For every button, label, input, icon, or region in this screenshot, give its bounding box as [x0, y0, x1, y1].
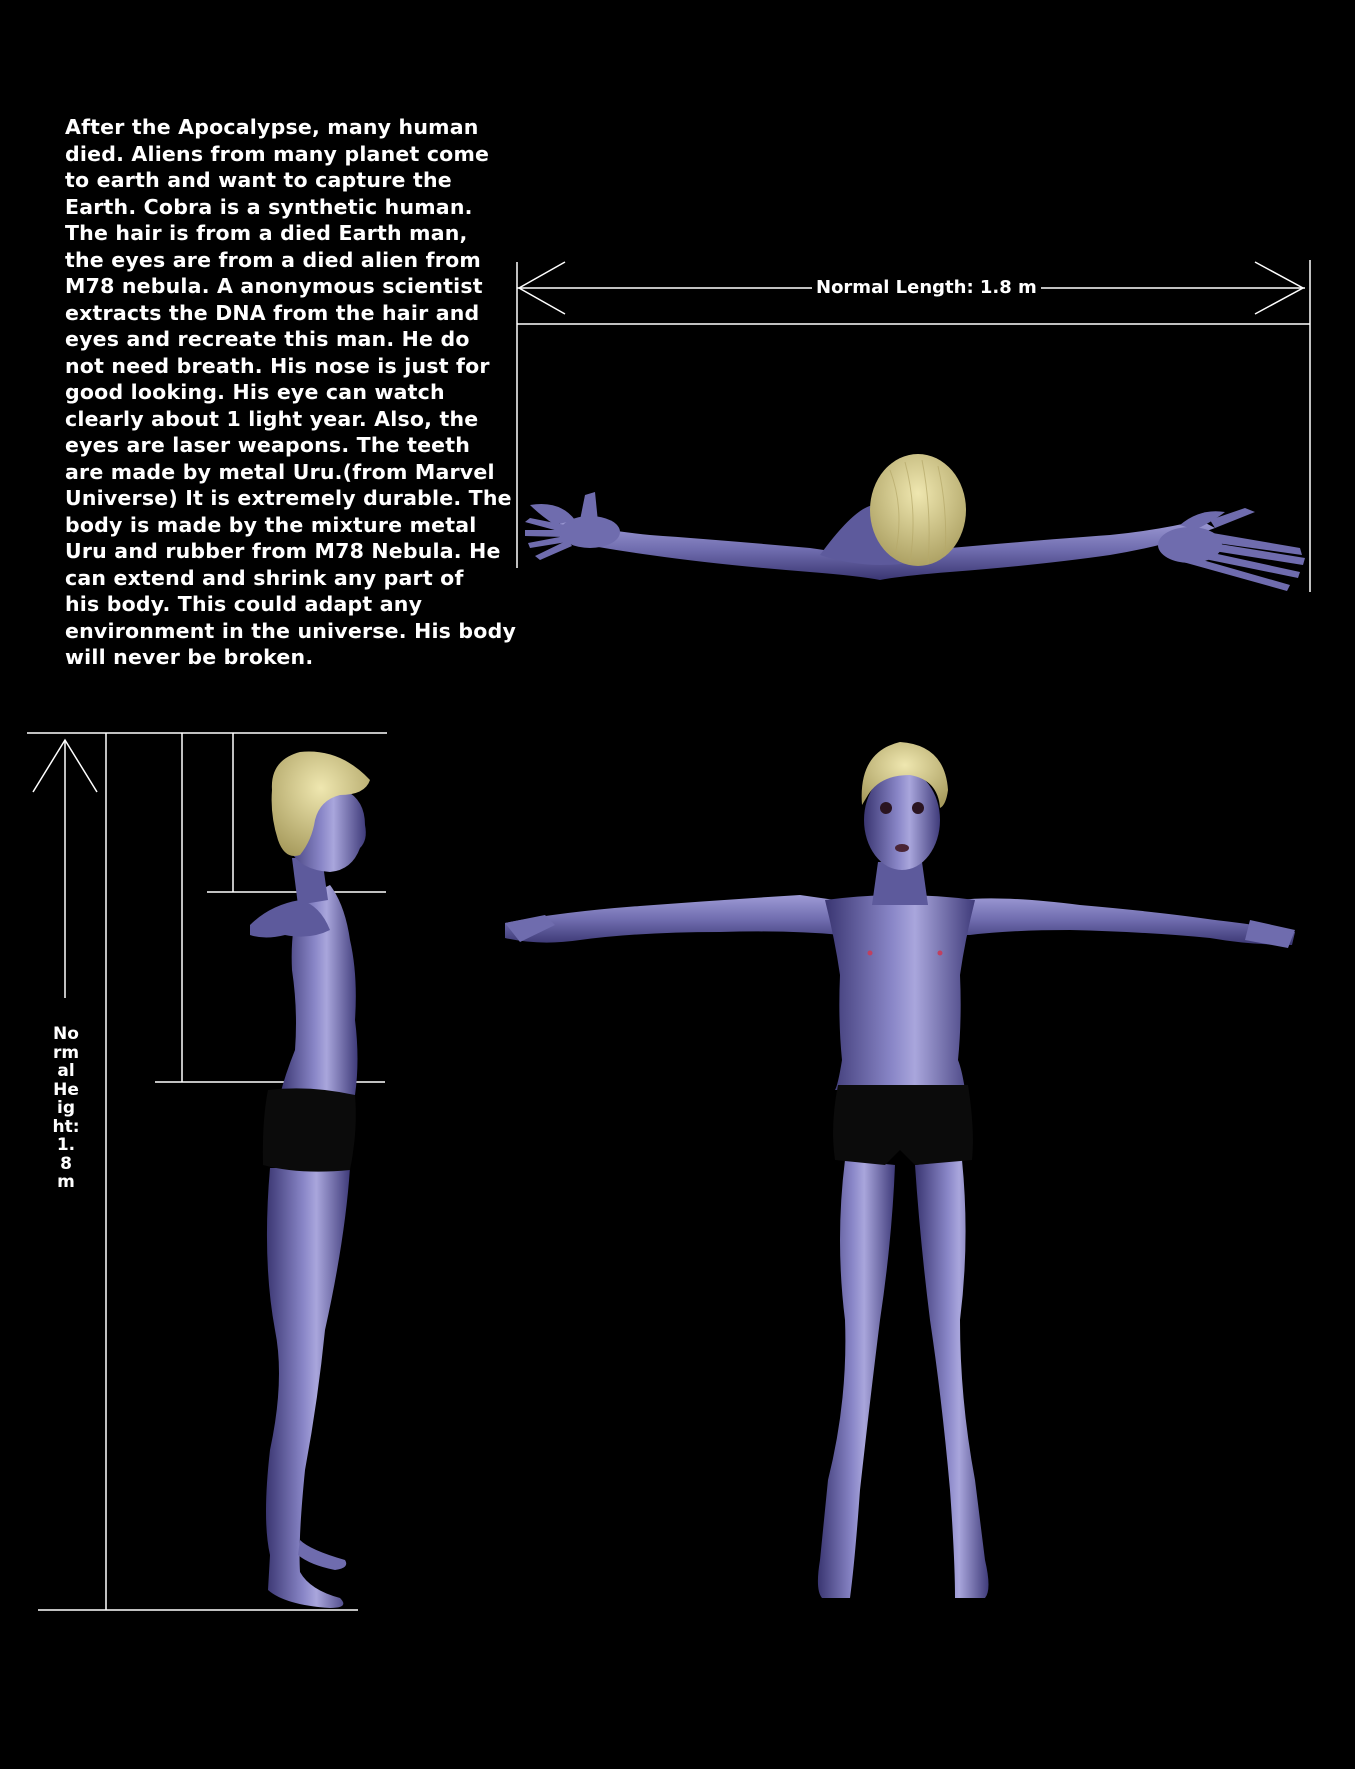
story-line: environment in the universe. His body — [65, 618, 517, 643]
story-line: body is made by the mixture metal — [65, 512, 477, 537]
top-view-right-hand — [1158, 508, 1305, 591]
front-view-legs — [818, 1160, 895, 1598]
side-view-shorts — [263, 1088, 356, 1171]
story-line: clearly about 1 light year. Also, the — [65, 406, 479, 431]
story-line: good looking. His eye can watch — [65, 380, 445, 404]
story-line: M78 nebula. A anonymous scientist — [65, 274, 483, 298]
story-line: will never be broken. — [65, 645, 314, 669]
length-label: Normal Length: 1.8 m — [812, 276, 1041, 300]
front-view-shorts — [833, 1085, 973, 1165]
story-line: his body. This could adapt any — [65, 592, 423, 616]
story-line: the eyes are from a died alien from — [65, 247, 481, 272]
story-line: eyes are laser weapons. The teeth — [65, 433, 471, 457]
story-line: After the Apocalypse, many human — [65, 115, 479, 139]
story-line: Uru and rubber from M78 Nebula. He — [65, 539, 501, 563]
top-view-hair — [870, 454, 966, 566]
story-text — [65, 114, 517, 671]
height-label: Normal Height: 1.8m — [52, 1024, 86, 1192]
front-view-figure — [505, 742, 1295, 1598]
story-line: Earth. Cobra is a synthetic human. — [65, 194, 473, 219]
top-view-figure — [525, 454, 1305, 591]
story-line: not need breath. His nose is just for — [65, 353, 490, 378]
story-line: died. Aliens from many planet come — [65, 141, 490, 166]
side-view-legs — [266, 1168, 350, 1608]
front-view-torso — [825, 895, 975, 1090]
side-view-figure — [250, 752, 370, 1608]
story-line: The hair is from a died Earth man, — [65, 221, 468, 245]
story-line: to earth and want to capture the — [65, 168, 452, 192]
story-line: Universe) It is extremely durable. The — [65, 486, 512, 510]
top-view-left-hand — [525, 492, 620, 560]
story-line: extracts the DNA from the hair and — [65, 300, 480, 325]
story-line: eyes and recreate this man. He do — [65, 327, 470, 351]
story-line: are made by metal Uru.(from Marvel — [65, 459, 495, 484]
story-line: can extend and shrink any part of — [65, 565, 464, 590]
